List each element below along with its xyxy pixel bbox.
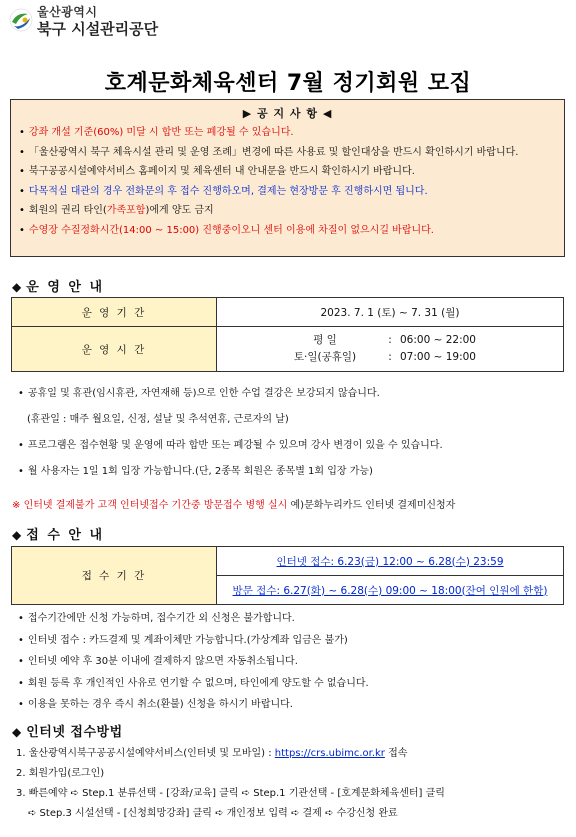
reception-label: 접 수 기 간: [12, 547, 217, 605]
step-3-line-2: ➪ Step.3 시설선택 - [신청희망강좌] 클릭 ➪ 개인정보 입력 ➪ 결제 ➪ 수강신청 완료: [28, 808, 398, 819]
step-1: [16, 744, 445, 764]
weekday-hours: 06:00 ~ 22:00: [400, 334, 476, 346]
logo-city: 울산광역시: [37, 5, 98, 19]
hours-label: 운 영 시 간: [12, 327, 217, 372]
reception-heading: [12, 524, 104, 543]
notice-item: • 수영장 수질정화시간(14:00 ~ 15:00) 진행중이오니 센터 이용에 차질이 없으시길 바랍니다.: [11, 221, 564, 241]
step-1-text: 1. 울산광역시북구공공시설예약서비스(인터넷 및 모바일) :: [16, 748, 275, 759]
weekend-label: 토·일(공휴일): [293, 351, 357, 363]
step-1-post: 접속: [384, 748, 408, 759]
list-item: • 인터넷 예약 후 30분 이내에 결제하지 않으면 자동취소됩니다.: [18, 651, 369, 673]
operation-table: [11, 297, 564, 372]
notice-item-pre: 회원의 권리 타인(: [28, 205, 107, 216]
notice-item: [11, 201, 564, 221]
reception-table: [11, 546, 564, 605]
warning-rest-text: 예)문화누리카드 인터넷 결제미신청자: [287, 500, 456, 511]
list-item: • 공휴일 및 휴관(임시휴관, 자연재해 등)으로 인한 수업 결강은 보강되지 않습니다.: [18, 381, 443, 407]
online-method-heading-text: 인터넷 접수방법: [26, 725, 123, 740]
list-item: • 이용을 못하는 경우 즉시 취소(환불) 신청을 하시기 바랍니다.: [18, 694, 369, 716]
list-item: • 접수기간에만 신청 가능하며, 접수기간 외 신청은 불가합니다.: [18, 608, 369, 630]
weekend-sep: :: [388, 351, 392, 363]
notice-item-post: )에게 양도 금지: [145, 205, 214, 216]
notice-item: • 강좌 개설 기준(60%) 미달 시 합반 또는 폐강될 수 있습니다.: [11, 123, 564, 143]
list-item: • 프로그램은 접수현황 및 운영에 따라 합반 또는 폐강될 수 있으며 강사 변경이 있을 수 있습니다.: [18, 433, 443, 459]
warning-line: [12, 496, 455, 511]
notice-item-highlight: 가족포함: [106, 205, 146, 216]
step-3-line-1: 3. 빠른예약 ➪ Step.1 분류선택 - [강좌/교육] 클릭 ➪ Step.1 기관선택 - [호계문화체육센터] 클릭: [16, 788, 445, 799]
online-period: 인터넷 접수: 6.23(금) 12:00 ~ 6.28(수) 23:59: [217, 547, 564, 576]
logo-org: 북구 시설관리공단: [37, 20, 159, 38]
warning-red-text: 인터넷 결제불가 고객 인터넷접수 기간중 방문접수 병행 실시: [23, 500, 288, 511]
weekend-hours: 07:00 ~ 19:00: [400, 351, 476, 363]
warning-mark: ※: [12, 500, 21, 511]
reception-heading-text: 접 수 안 내: [26, 528, 105, 543]
notice-item: • 북구공공시설예약서비스 홈페이지 및 체육센터 내 안내문을 반드시 확인하시기 바랍니다.: [11, 162, 564, 182]
reception-notes: [18, 608, 369, 716]
notice-item: • 다목적실 대관의 경우 전화문의 후 접수 진행하오며, 결제는 현장방문 후 진행하시면 됩니다.: [11, 182, 564, 202]
diamond-bullet-icon: ◆: [12, 725, 22, 739]
list-item: (휴관일 : 매주 월요일, 신정, 설날 및 추석연휴, 근로자의 날): [27, 414, 289, 425]
step-2: 2. 회원가입(로그인): [16, 768, 105, 779]
operation-heading: [12, 276, 104, 295]
diamond-bullet-icon: ◆: [12, 528, 22, 542]
logo: [8, 6, 158, 37]
reservation-site-link[interactable]: https://crs.ubimc.or.kr: [274, 748, 385, 759]
logo-emblem-icon: [8, 8, 34, 32]
page-title: 호계문화체육센터 7월 정기회원 모집: [104, 71, 472, 96]
notice-box: [10, 99, 565, 257]
visit-period: 방문 접수: 6.27(화) ~ 6.28(수) 09:00 ~ 18:00(잔여 인원에 한함): [217, 576, 564, 605]
list-item: • 월 사용자는 1일 1회 입장 가능합니다.(단, 2종목 회원은 종목별 1회 입장 가능): [18, 459, 443, 485]
period-label: 운 영 기 간: [12, 298, 217, 327]
operation-heading-text: 운 영 안 내: [26, 280, 105, 295]
diamond-bullet-icon: ◆: [12, 280, 22, 294]
list-item: • 인터넷 접수 : 카드결제 및 계좌이체만 가능합니다.(가상계좌 입금은 불가): [18, 630, 369, 652]
hours-value: [217, 327, 564, 372]
notice-item: • 「울산광역시 북구 체육시설 관리 및 운영 조례」변경에 따른 사용료 및 할인대상을 반드시 확인하시기 바랍니다.: [11, 143, 564, 163]
weekday-label: 평 일: [313, 334, 337, 346]
period-value: 2023. 7. 1 (토) ~ 7. 31 (월): [217, 298, 564, 327]
weekday-sep: :: [388, 334, 392, 346]
notice-heading: ▶ 공 지 사 항 ◀: [242, 107, 333, 120]
notice-list: [11, 123, 564, 240]
online-steps: [16, 744, 445, 824]
online-method-heading: [12, 721, 123, 740]
operation-notes: [18, 381, 443, 485]
list-item: • 회원 등록 후 개인적인 사유로 연기할 수 없으며, 타인에게 양도할 수 없습니다.: [18, 673, 369, 695]
